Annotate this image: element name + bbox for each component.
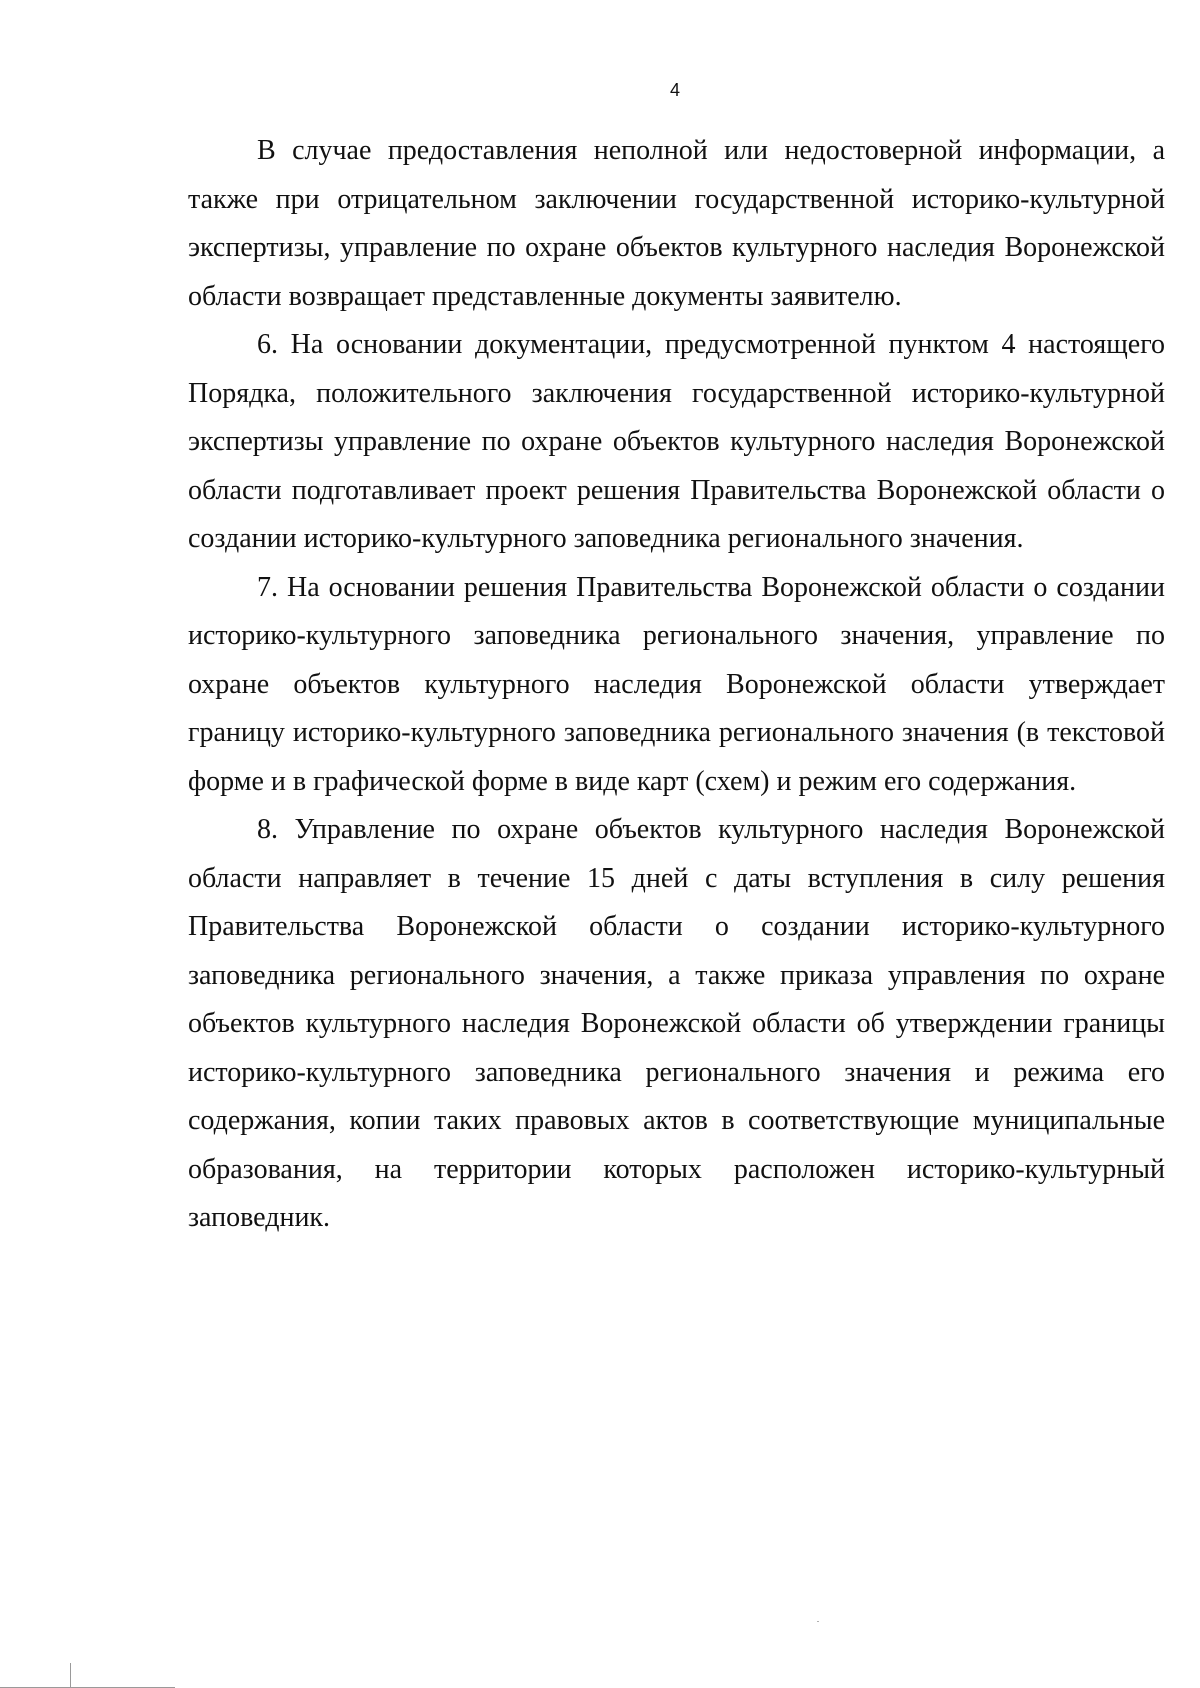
paragraph-item-7: 7. На основании решения Правительства Воронежской области о создании историко-культурного заповедника регионального значения, управление по охране объектов культурного наследия Воронежской области утверждает границу историко-культурного заповедника регионального значения (в текстовой форме и в графической форме в виде карт (схем) и режим его содержания. <box>188 571 1165 797</box>
scan-edge-tick <box>70 1663 71 1688</box>
paragraph-item-6: 6. На основании документации, предусмотренной пунктом 4 настоящего Порядка, положительного заключения государственной историко-культурной экспертизы управление по охране объектов культурного наследия Воронежской области подготавливает проект решения Правительства Воронежской области о создании историко-культурного заповедника регионального значения. <box>188 329 1165 554</box>
paragraph-item-8: 8. Управление по охране объектов культурного наследия Воронежской области направляет в течение 15 дней с даты вступления в силу решения Правительства Воронежской области о создании историко-культурного заповедника регионального значения, а также приказа управления по охране объектов культурного наследия Воронежской области об утверждении границы историко-культурного заповедника регионального значения и режима его содержания, копии таких правовых актов в соответствующие муниципальные образования, на территории которых расположен историко-культурный заповедник. <box>188 814 1165 1233</box>
document-body <box>188 127 1165 1243</box>
paragraph-return-documents: В случае предоставления неполной или недостоверной информации, а также при отрицательном заключении государственной историко-культурной экспертизы, управление по охране объектов культурного наследия Воронежской области возвращает представленные документы заявителю. <box>188 135 1165 312</box>
scan-dust-mark <box>817 1621 819 1622</box>
page-number: 4 <box>669 80 680 100</box>
